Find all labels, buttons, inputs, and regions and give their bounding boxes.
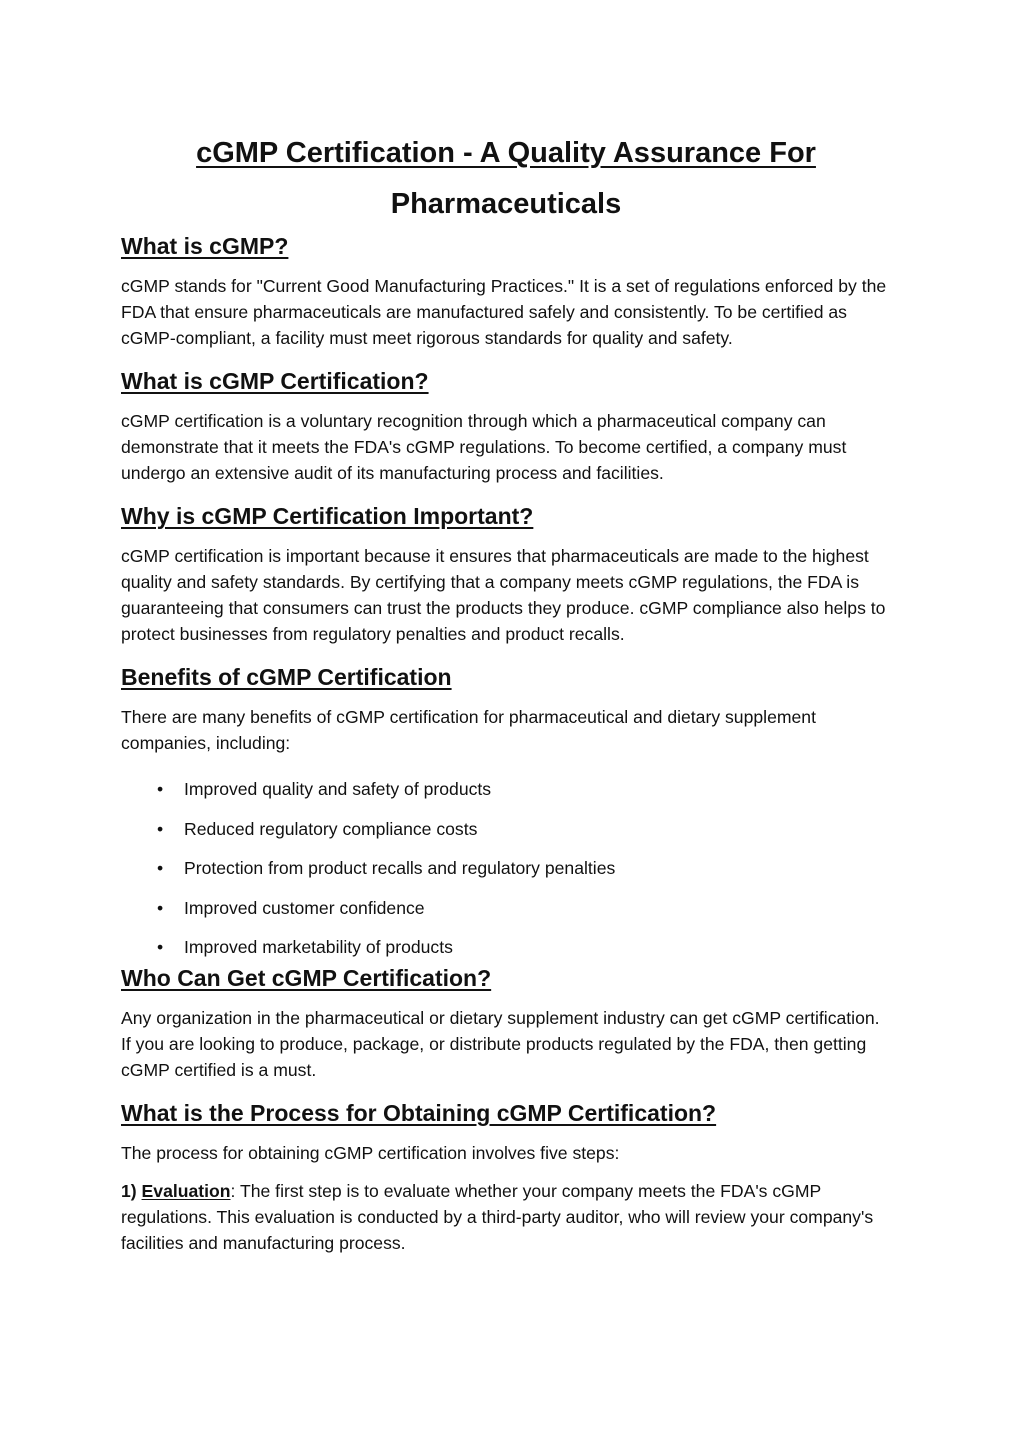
section-what-is-cgmp [121, 232, 891, 351]
document-page [121, 128, 891, 1272]
list-item-text: Improved customer confidence [184, 897, 425, 918]
section-what-is-cgmp-certification [121, 367, 891, 486]
document-title [121, 128, 891, 230]
section-heading: What is the Process for Obtaining cGMP Certification? [121, 1100, 717, 1126]
section-paragraph: cGMP certification is important because it ensures that pharmaceuticals are made to the highest quality and safety standards. By certifying that a company meets cGMP regulations, the FDA is guaranteeing that consumers can trust the products they produce. cGMP compliance also helps to protect businesses from regulatory penalties and product recalls. [121, 546, 886, 644]
process-step [121, 1178, 891, 1256]
bullet-icon: • [157, 858, 164, 878]
list-item [121, 934, 891, 960]
list-item [121, 855, 891, 881]
section-process [121, 1099, 891, 1256]
list-item [121, 776, 891, 802]
section-paragraph: The process for obtaining cGMP certification involves five steps: [121, 1143, 620, 1163]
step-text: : The first step is to evaluate whether your company meets the FDA's cGMP regulations. This evaluation is conducted by a third-party auditor, who will review your company's facilities and manufacturing process. [121, 1181, 874, 1253]
section-who-can-get [121, 964, 891, 1083]
list-item-text: Improved quality and safety of products [184, 779, 492, 799]
section-heading: Who Can Get cGMP Certification? [121, 965, 492, 991]
benefits-list [121, 776, 891, 960]
document-title-line1: cGMP Certification - A Quality Assurance For [196, 137, 816, 169]
bullet-icon: • [157, 818, 164, 839]
bullet-icon: • [157, 937, 164, 957]
section-benefits [121, 663, 891, 960]
section-paragraph: cGMP certification is a voluntary recognition through which a pharmaceutical company can demonstrate that it meets the FDA's cGMP regulations. To become certified, a company must undergo an extensive audit of its manufacturing process and facilities. [121, 411, 847, 483]
document-title-line2: Pharmaceuticals [390, 188, 622, 220]
section-paragraph: Any organization in the pharmaceutical or dietary supplement industry can get cGMP certification. If you are looking to produce, package, or distribute products regulated by the FDA, then getting cGMP certified is a must. [121, 1008, 880, 1080]
section-why-important [121, 502, 891, 647]
list-item [121, 816, 891, 842]
section-heading: What is cGMP? [121, 233, 289, 259]
section-heading: What is cGMP Certification? [121, 368, 429, 394]
step-name: Evaluation [141, 1181, 231, 1201]
bullet-icon: • [157, 779, 164, 799]
bullet-icon: • [157, 897, 164, 918]
section-heading: Benefits of cGMP Certification [121, 664, 452, 690]
list-item-text: Reduced regulatory compliance costs [184, 818, 478, 839]
list-item [121, 895, 891, 921]
list-item-text: Protection from product recalls and regulatory penalties [184, 858, 616, 878]
section-paragraph: There are many benefits of cGMP certification for pharmaceutical and dietary supplement companies, including: [121, 707, 816, 753]
step-number: 1) [121, 1181, 137, 1201]
section-heading: Why is cGMP Certification Important? [121, 503, 534, 529]
list-item-text: Improved marketability of products [184, 937, 453, 957]
section-paragraph: cGMP stands for "Current Good Manufacturing Practices." It is a set of regulations enforced by the FDA that ensure pharmaceuticals are manufactured safely and consistently. To be certified as cGMP-compliant, a facility must meet rigorous standards for quality and safety. [121, 276, 887, 348]
